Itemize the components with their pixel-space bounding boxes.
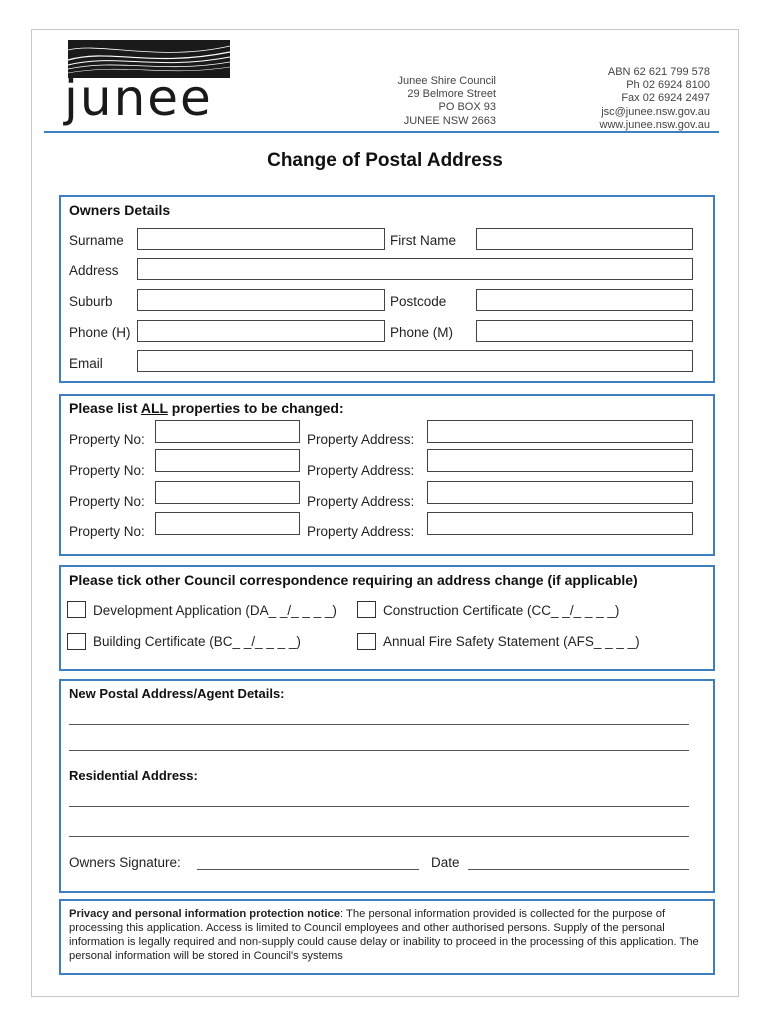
owners-details-heading: Owners Details <box>69 202 171 218</box>
first-name-label: First Name <box>390 233 457 248</box>
phone-m-input[interactable] <box>476 320 693 342</box>
property-address-input[interactable] <box>427 420 693 443</box>
property-address-label: Property Address: <box>307 524 415 539</box>
logo-text: junee <box>64 69 213 127</box>
new-postal-heading: New Postal Address/Agent Details: <box>69 686 285 701</box>
page-title: Change of Postal Address <box>267 150 503 171</box>
property-address-label: Property Address: <box>307 463 415 478</box>
da-label: Development Application (DA_ _/_ _ _ _) <box>93 603 337 618</box>
email-input[interactable] <box>137 350 693 372</box>
website-link[interactable]: www.junee.nsw.gov.au <box>599 118 710 131</box>
property-no-input[interactable] <box>155 481 300 504</box>
da-checkbox[interactable] <box>67 601 86 618</box>
first-name-input[interactable] <box>476 228 693 250</box>
property-no-input[interactable] <box>155 449 300 472</box>
afs-label: Annual Fire Safety Statement (AFS_ _ _ _) <box>383 634 640 649</box>
property-address-input[interactable] <box>427 512 693 535</box>
junee-logo <box>60 38 235 130</box>
properties-heading-all: ALL <box>140 400 168 416</box>
bc-checkbox[interactable] <box>67 633 86 650</box>
header-divider <box>44 131 719 133</box>
bc-label: Building Certificate (BC_ _/_ _ _ _) <box>93 634 301 649</box>
suburb-input[interactable] <box>137 289 385 311</box>
property-no-label: Property No: <box>69 524 145 539</box>
address-label: Address <box>69 263 119 278</box>
properties-heading-post: properties to be changed: <box>167 400 344 416</box>
address-line: 29 Belmore Street <box>407 88 496 101</box>
phone-h-input[interactable] <box>137 320 385 342</box>
residential-line-1[interactable] <box>69 806 689 807</box>
date-line[interactable] <box>468 869 689 870</box>
properties-heading <box>69 400 344 416</box>
cc-checkbox[interactable] <box>357 601 376 618</box>
fax: Fax 02 6924 2497 <box>621 92 710 105</box>
phone-m-label: Phone (M) <box>390 325 454 340</box>
address-line: PO BOX 93 <box>438 101 496 114</box>
afs-checkbox[interactable] <box>357 633 376 650</box>
privacy-notice <box>69 907 701 963</box>
property-no-label: Property No: <box>69 432 145 447</box>
email-link[interactable]: jsc@junee.nsw.gov.au <box>601 105 710 118</box>
surname-input[interactable] <box>137 228 385 250</box>
signature-line[interactable] <box>197 869 419 870</box>
abn: ABN 62 621 799 578 <box>607 66 710 78</box>
residential-heading: Residential Address: <box>69 768 198 783</box>
new-postal-line-2[interactable] <box>69 750 689 751</box>
signature-label: Owners Signature: <box>69 855 181 870</box>
property-address-input[interactable] <box>427 449 693 472</box>
cc-label: Construction Certificate (CC_ _/_ _ _ _) <box>383 603 620 618</box>
address-input[interactable] <box>137 258 693 280</box>
correspondence-heading: Please tick other Council correspondence requiring an address change (if applicable) <box>69 572 638 588</box>
phone: Ph 02 6924 8100 <box>626 79 710 92</box>
council-contact <box>540 66 710 132</box>
postcode-label: Postcode <box>390 294 447 309</box>
surname-label: Surname <box>69 233 124 248</box>
privacy-notice-text: : The personal information provided is collected for the purpose of processing this application. Access is limited to Council employees and other authorised persons. Supply of the personal information is legally required and non-supply could cause delay or inability to proceed in the processing of this application. The personal information will be stored in Council's systems <box>69 908 699 962</box>
date-label: Date <box>431 855 460 870</box>
properties-heading-pre: Please list <box>69 400 141 416</box>
property-address-label: Property Address: <box>307 432 415 447</box>
council-address <box>340 75 496 128</box>
property-no-input[interactable] <box>155 512 300 535</box>
suburb-label: Suburb <box>69 294 113 309</box>
postcode-input[interactable] <box>476 289 693 311</box>
email-label: Email <box>69 356 103 371</box>
privacy-notice-title: Privacy and personal information protection notice <box>69 908 341 920</box>
property-no-input[interactable] <box>155 420 300 443</box>
property-no-label: Property No: <box>69 494 145 509</box>
residential-line-2[interactable] <box>69 836 689 837</box>
property-address-input[interactable] <box>427 481 693 504</box>
property-no-label: Property No: <box>69 463 145 478</box>
address-line: Junee Shire Council <box>397 75 496 87</box>
property-address-label: Property Address: <box>307 494 415 509</box>
address-line: JUNEE NSW 2663 <box>403 114 496 127</box>
phone-h-label: Phone (H) <box>69 325 131 340</box>
new-postal-line-1[interactable] <box>69 724 689 725</box>
